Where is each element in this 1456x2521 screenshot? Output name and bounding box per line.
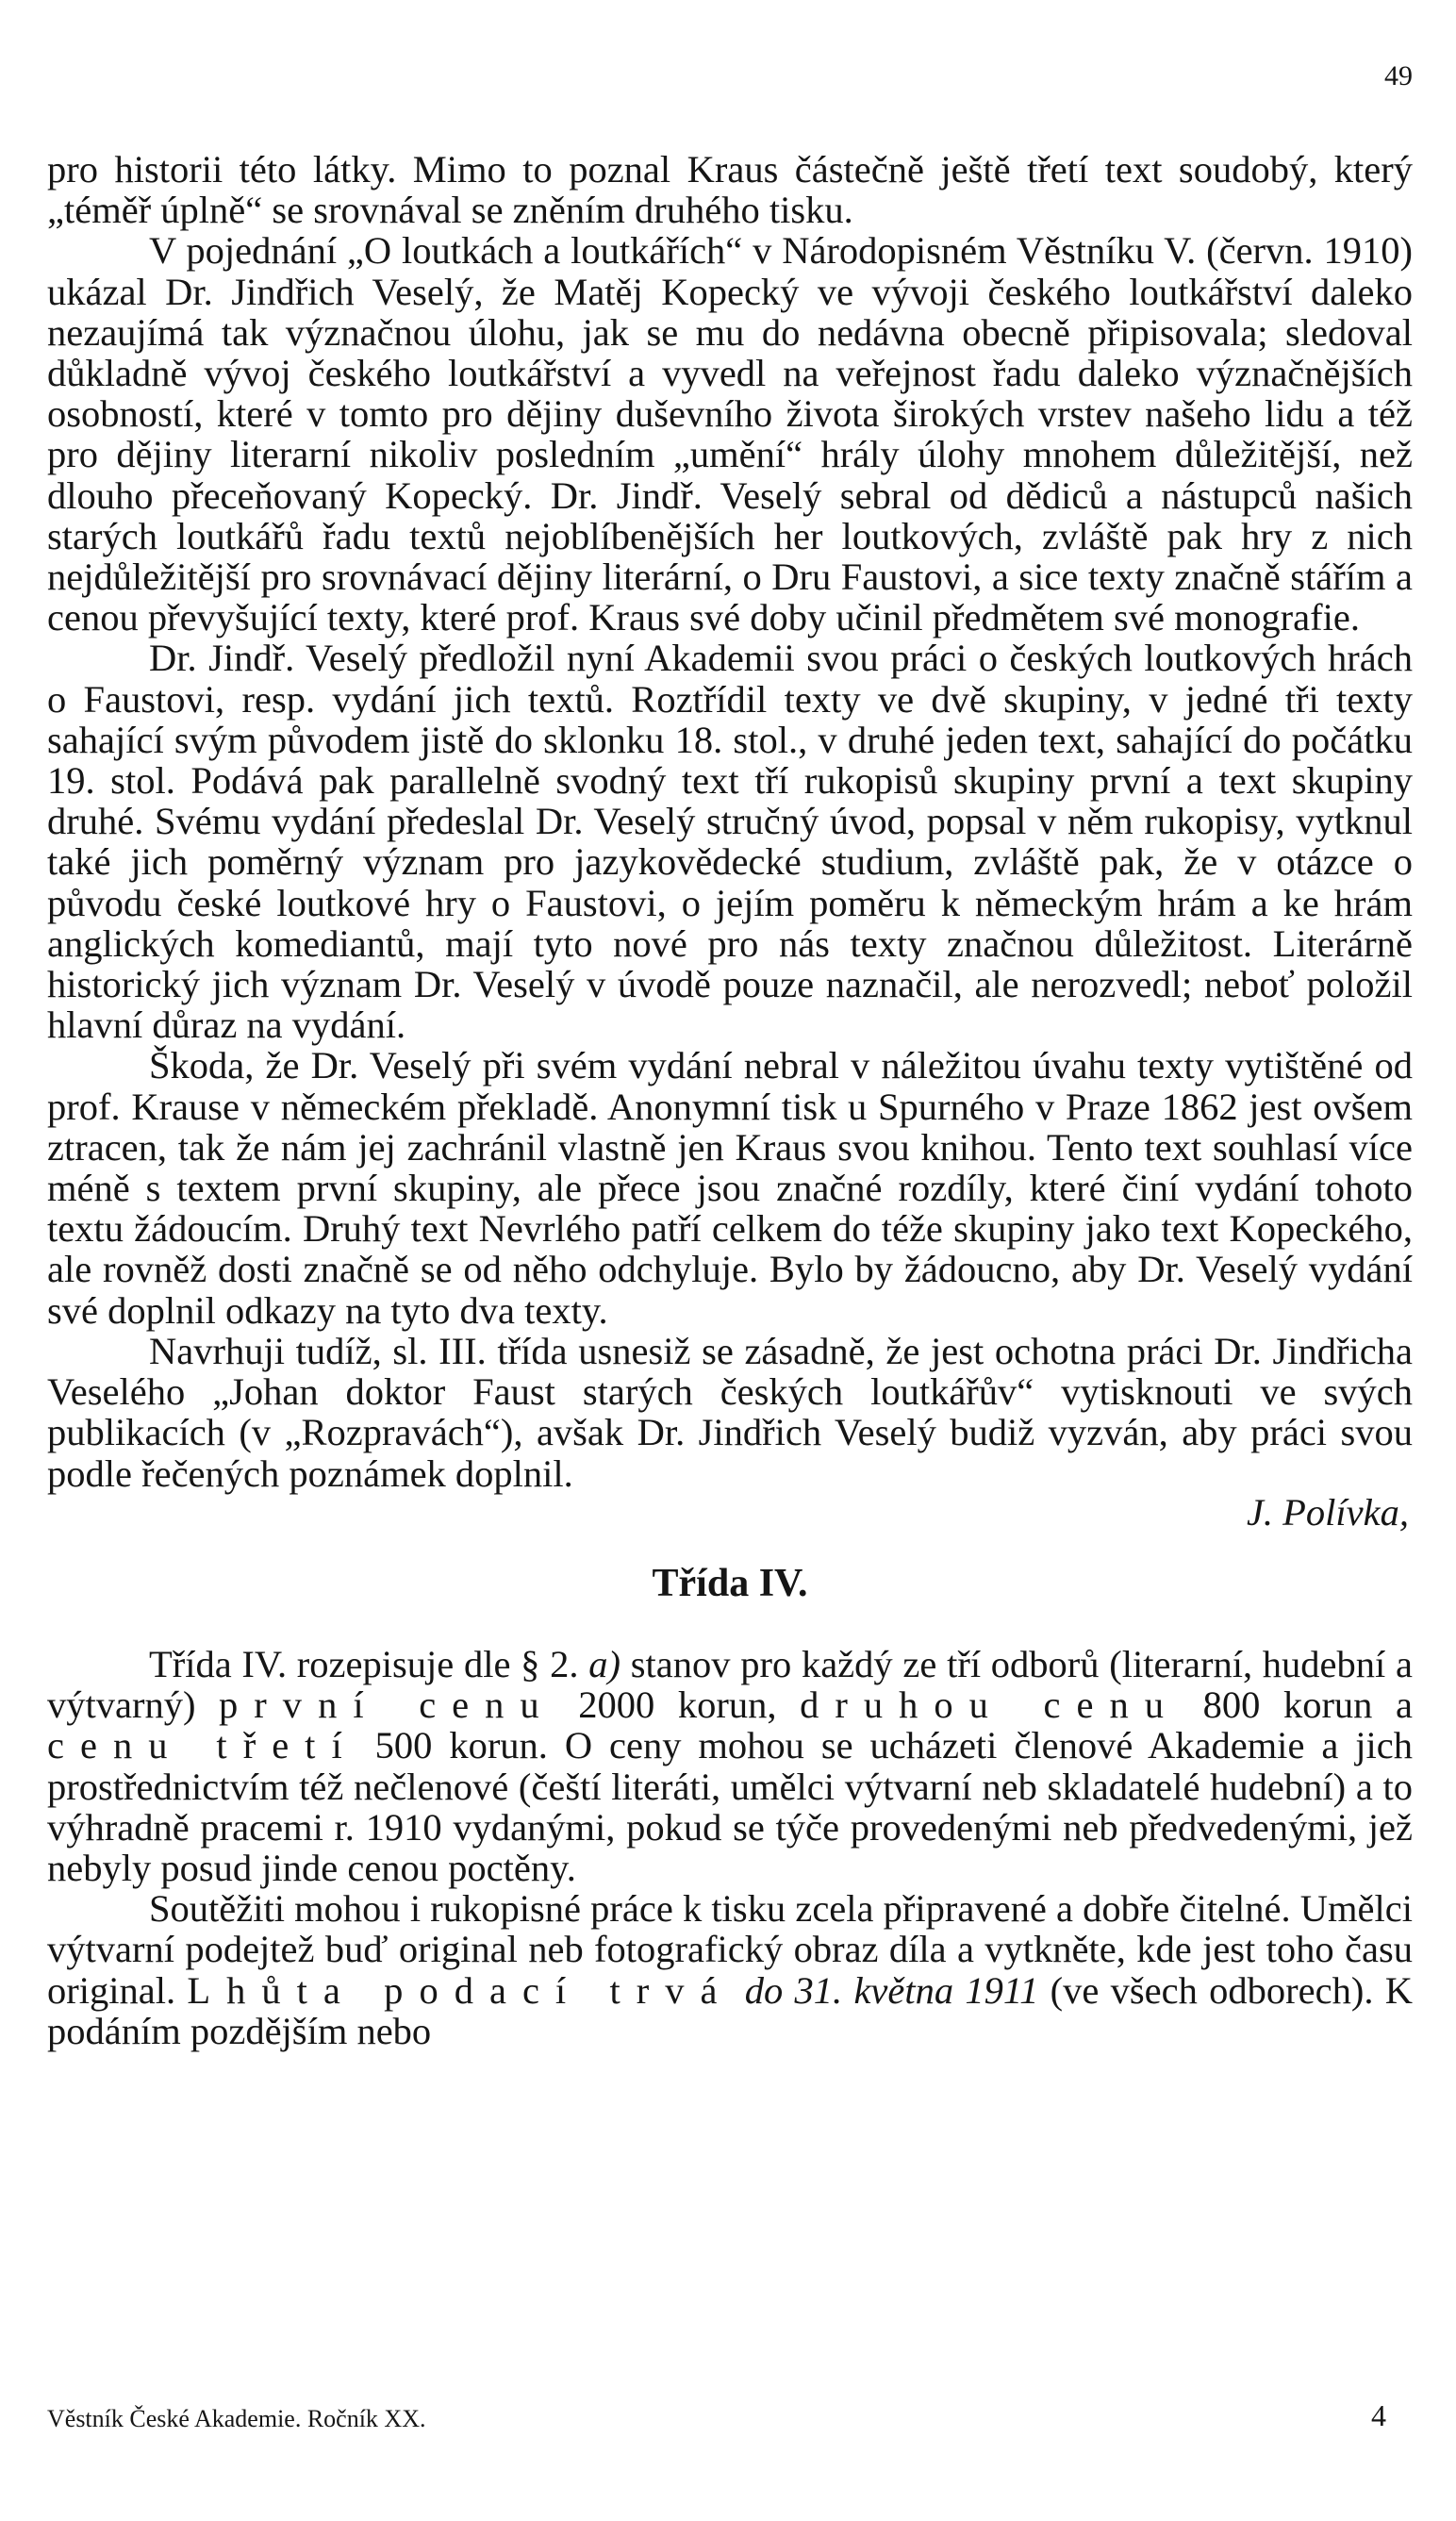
page-number: 49 (1384, 60, 1413, 91)
text-run: 500 korun. O ceny mohou se ucházeti členové Akademie a jich prostřednictvím též nečlenové (čeští literáti, umělci výtvarní neb skladatelé hudební) a to výhradně pracemi r. 1910 vydanými, pokud se týče provedenými neb předvedenými, jež nebyly posud jinde cenou poctěny. (47, 1724, 1413, 1889)
paragraph-proposal: Navrhuji tudíž, sl. III. třída usnesiž se zásadně, že jest ochotna práci Dr. Jindřicha Veselého „Johan doktor Faust starých českých loutkářův“ vytisknouti ve svých publikacích (v „Rozpravách“), avšak Dr. Jindřich Veselý budiž vyzván, aby práci svou podle řečených poznámek doplnil. (47, 1329, 1413, 1495)
section-title: Třída IV. (652, 1561, 808, 1605)
text-run: 2000 korun, (554, 1683, 801, 1727)
text-run-italic: do 31. května 1911 (744, 1968, 1039, 2012)
signature-row (47, 1492, 1413, 1533)
text-run-spaced: Lhůta podací trvá (187, 1968, 734, 2012)
text-run-spaced: cenu třetí (47, 1724, 358, 1767)
footer-journal: Věstník České Akademie. Ročník XX. (47, 2405, 426, 2432)
text-run: Třída IV. rozepisuje dle § 2. (149, 1642, 589, 1685)
footer-signature-mark: 4 (1371, 2398, 1386, 2432)
text-run: stanov pro každý ze tří odborů (literarní, hudební a výtvarný) (47, 1642, 1413, 1727)
text-run-spaced: první cenu (219, 1683, 555, 1727)
paragraph-veselly-study: V pojednání „O loutkách a loutkářích“ v Národopisném Věstníku V. (červn. 1910) ukázal Dr. Jindřich Veselý, že Matěj Kopecký ve vývoji českého loutkářství daleko nezaujímá tak význačnou úlohu, jak se mu do nedávna obecně připisovala; sledoval důkladně vývoj českého loutkářství a vyvedl na veřejnost řadu daleko význačnějších osobností, které v tomto pro dějiny duševního života širokých vrstev našeho lidu a též pro dějiny literarní nikoliv posledním „umění“ hrály úlohy mnohem důležitější, než dlouho přeceňovaný Kopecký. Dr. Jindř. Veselý sebral od dědiců a nástupců našich starých loutkářů řadu textů nejoblíbenějších her loutkových, zvláště pak hry z nich nejdůležitější pro srovnávací dějiny literární, o Dru Faustovi, a sice texty značně stářím a cenou převyšující texty, které prof. Kraus své doby učinil předmětem své monografie. (47, 229, 1413, 639)
text-run-italic: a) (588, 1642, 621, 1685)
paragraph-continuation: pro historii této látky. Mimo to poznal Kraus částečně ještě třetí text soudobý, který „téměř úplně“ se srovnával se zněním druhého tisku. (47, 148, 1413, 232)
paragraph-manuscripts (47, 1888, 1413, 2051)
paragraph-prizes (47, 1644, 1413, 1888)
paragraph-veselly-submission: Dr. Jindř. Veselý předložil nyní Akademii svou práci o českých loutkových hrách o Faustovi, resp. vydání jich textů. Roztřídil texty ve dvě skupiny, v jedné tři texty sahající svým původem jistě do sklonku 18. stol., v druhé jeden text, sahající do počátku 19. stol. Podává pak parallelně svodný text tří rukopisů skupiny první a text skupiny druhé. Svému vydání předeslal Dr. Veselý stručný úvod, popsal v něm rukopisy, vytknul také jich poměrný význam pro jazykovědecké studium, zvláště pak, že v otázce o původu české loutkové hry o Faustovi, o jejím poměru k německým hrám a ke hrám anglických komediantů, mají tyto nové pro nás texty značnou důležitost. Literárně historický jich význam Dr. Veselý v úvodě pouze naznačil, ale nerozvedl; neboť položil hlavní důraz na vydání. (47, 637, 1413, 1047)
body-text (47, 149, 1413, 2051)
text-run: (ve všech odborech). K podáním pozdějším nebo (47, 1968, 1413, 2052)
paragraph-kraus-texts: Škoda, že Dr. Veselý při svém vydání nebral v náležitou úvahu texty vytištěné od prof. Krause v německém překladě. Anonymní tisk u Spurného v Praze 1862 jest ovšem ztracen, tak že nám jej zachránil vlastně jen Kraus svou knihou. Tento text souhlasí více méně s textem první skupiny, ale přece jsou značné rozdíly, které činí vydání tohoto textu žádoucím. Druhý text Nevrlého patří celkem do téže skupiny jako text Kopeckého, ale rovněž dosti značně se od něho odchyluje. Bylo by žádoucno, aby Dr. Veselý vydání své doplnil odkazy na tyto dva texty. (47, 1044, 1413, 1332)
text-run: 800 korun a (1180, 1683, 1413, 1727)
signature: J. Polívka, (1246, 1490, 1409, 1534)
text-run: Soutěžiti mohou i rukopisné práce k tisku zcela připravené a dobře čitelné. Umělci výtvarní podejtež buď original neb fotografický obraz díla a vytkněte, kde jest toho času original. (47, 1887, 1413, 2012)
text-run-spaced: druhou cenu (800, 1683, 1180, 1727)
